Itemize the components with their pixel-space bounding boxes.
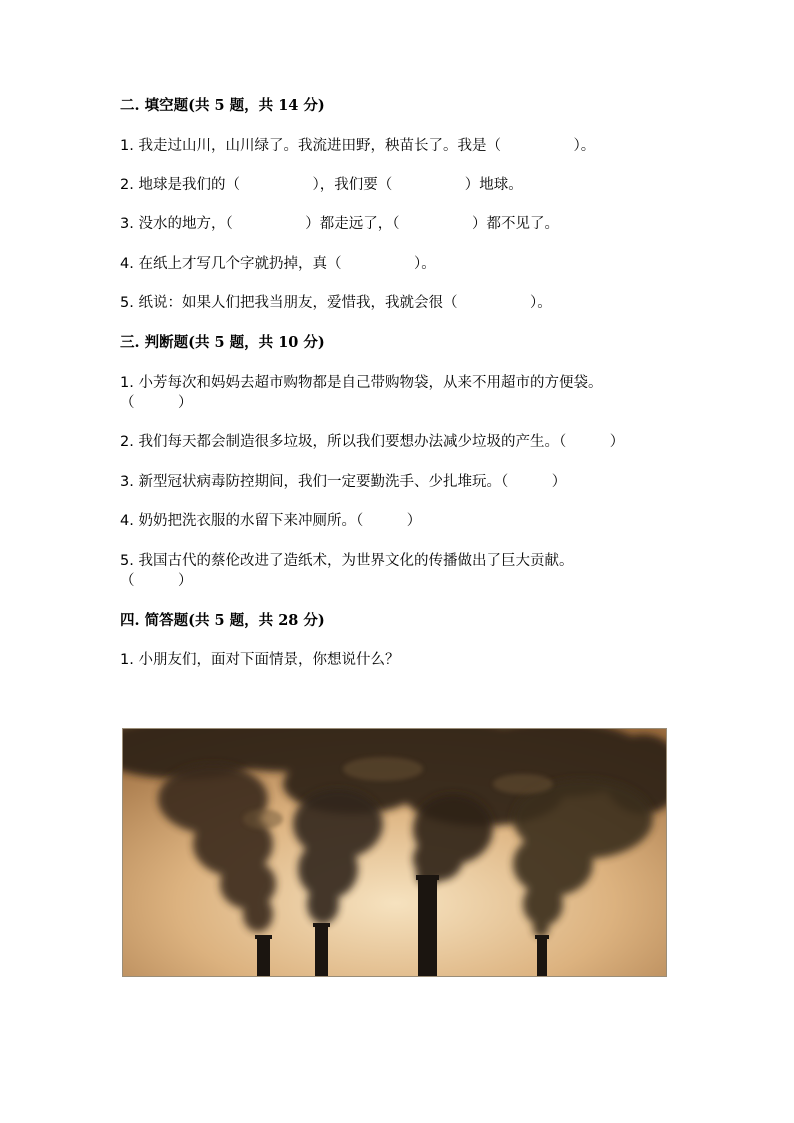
fill-blank-question-5: 5. 纸说：如果人们把我当朋友，爱惜我，我就会很（ ）。	[120, 295, 552, 311]
judge-question-5-answer: （ ）	[120, 573, 193, 589]
judge-question-5: 5. 我国古代的蔡伦改进了造纸术，为世界文化的传播做出了巨大贡献。	[120, 553, 574, 569]
short-answer-heading: 四. 简答题(共 5 题，共 28 分)	[120, 612, 325, 629]
short-answer-question-1: 1. 小朋友们，面对下面情景，你想说什么？	[120, 652, 400, 668]
judge-question-3: 3. 新型冠状病毒防控期间，我们一定要勤洗手、少扎堆玩。（ ）	[120, 474, 567, 490]
fill-blank-question-1: 1. 我走过山川，山川绿了。我流进田野，秧苗长了。我是（ ）。	[120, 138, 596, 154]
judge-question-4: 4. 奶奶把洗衣服的水留下来冲厕所。（ ）	[120, 513, 422, 529]
judge-question-1-answer: （ ）	[120, 395, 193, 411]
fill-blank-question-3: 3. 没水的地方，（ ）都走远了，（ ）都不见了。	[120, 216, 559, 232]
judge-heading: 三. 判断题(共 5 题，共 10 分)	[120, 334, 325, 351]
fill-blank-question-4: 4. 在纸上才写几个字就扔掉，真（ ）。	[120, 256, 436, 272]
judge-question-1: 1. 小芳每次和妈妈去超市购物都是自己带购物袋，从来不用超市的方便袋。	[120, 375, 603, 391]
fill-blank-question-2: 2. 地球是我们的（ ），我们要（ ）地球。	[120, 177, 523, 193]
fill-blank-heading: 二. 填空题(共 5 题，共 14 分)	[120, 97, 325, 114]
factory-smokestacks-pollution-image	[122, 728, 667, 977]
judge-question-2: 2. 我们每天都会制造很多垃圾，所以我们要想办法减少垃圾的产生。（ ）	[120, 434, 625, 450]
